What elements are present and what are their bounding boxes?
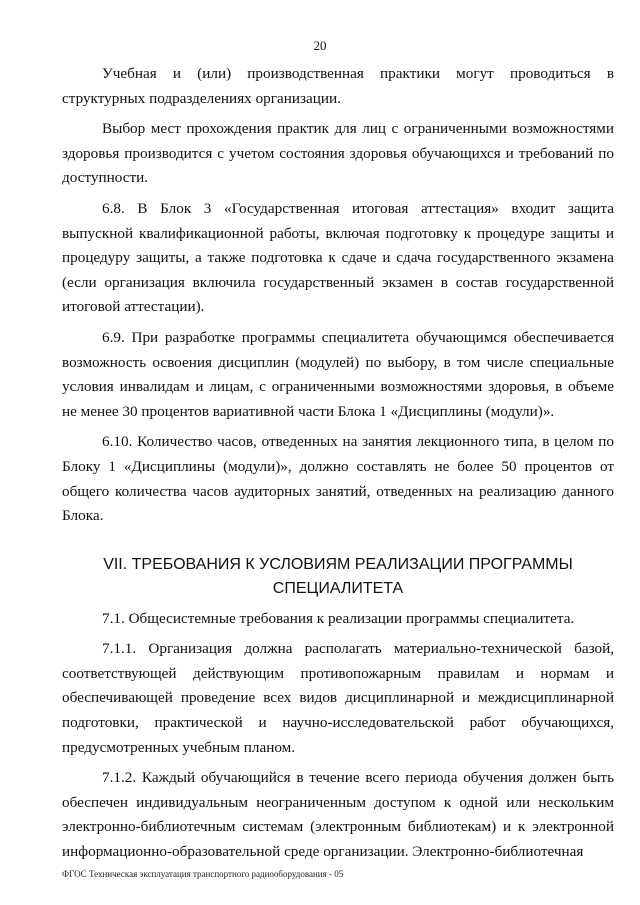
paragraph-7-1: 7.1. Общесистемные требования к реализации программы специалитета. — [102, 609, 575, 627]
section-heading-line-2: СПЕЦИАЛИТЕТА — [272, 579, 404, 597]
paragraph-practice-locations: Учебная и (или) производственная практики могут проводиться в структурных подразделениях организации. — [62, 65, 614, 107]
page-number: 20 — [313, 38, 327, 53]
page-footer: ФГОС Техническая эксплуатация транспортного радиооборудования - 05 — [62, 869, 344, 879]
paragraph-6-8: 6.8. В Блок 3 «Государственная итоговая аттестация» входит защита выпускной квалификационной работы, включая подготовку к процедуре защиты и процедуру защиты, а также подготовка к сдаче и сдача государственного экзамена (если организация включила государственный экзамен в состав государственной итоговой аттестации). — [62, 199, 614, 316]
section-heading-line-1: VII. ТРЕБОВАНИЯ К УСЛОВИЯМ РЕАЛИЗАЦИИ ПРОГРАММЫ — [103, 555, 573, 573]
paragraph-6-10: 6.10. Количество часов, отведенных на занятия лекционного типа, в целом по Блоку 1 «Дисциплины (модули)», должно составлять не более 50 процентов от общего количества часов аудиторных занятий, отведенных на реализацию данного Блока. — [62, 433, 614, 525]
paragraph-practice-disability: Выбор мест прохождения практик для лиц с ограниченными возможностями здоровья производится с учетом состояния здоровья обучающихся и требований по доступности. — [62, 120, 614, 187]
paragraph-7-1-2: 7.1.2. Каждый обучающийся в течение всего периода обучения должен быть обеспечен индивидуальным неограниченным доступом к одной или нескольким электронно-библиотечным системам (электронным библиотекам) и к электронной информационно-образовательной среде организации. Электронно-библиотечная — [62, 769, 614, 861]
section-heading — [62, 553, 614, 601]
paragraph-7-1-1: 7.1.1. Организация должна располагать материально-технической базой, соответствующей действующим противопожарным правилам и нормам и обеспечивающей проведение всех видов дисциплинарной и междисциплинарной подготовки, практической и научно-исследовательской работ обучающихся, предусмотренных учебным планом. — [62, 640, 614, 756]
paragraph-6-9: 6.9. При разработке программы специалитета обучающимся обеспечивается возможность освоения дисциплин (модулей) по выбору, в том числе специальные условия инвалидам и лицам, с ограниченными возможностями здоровья, в объеме не менее 30 процентов вариативной части Блока 1 «Дисциплины (модули)». — [62, 328, 614, 420]
document-body — [62, 62, 614, 871]
